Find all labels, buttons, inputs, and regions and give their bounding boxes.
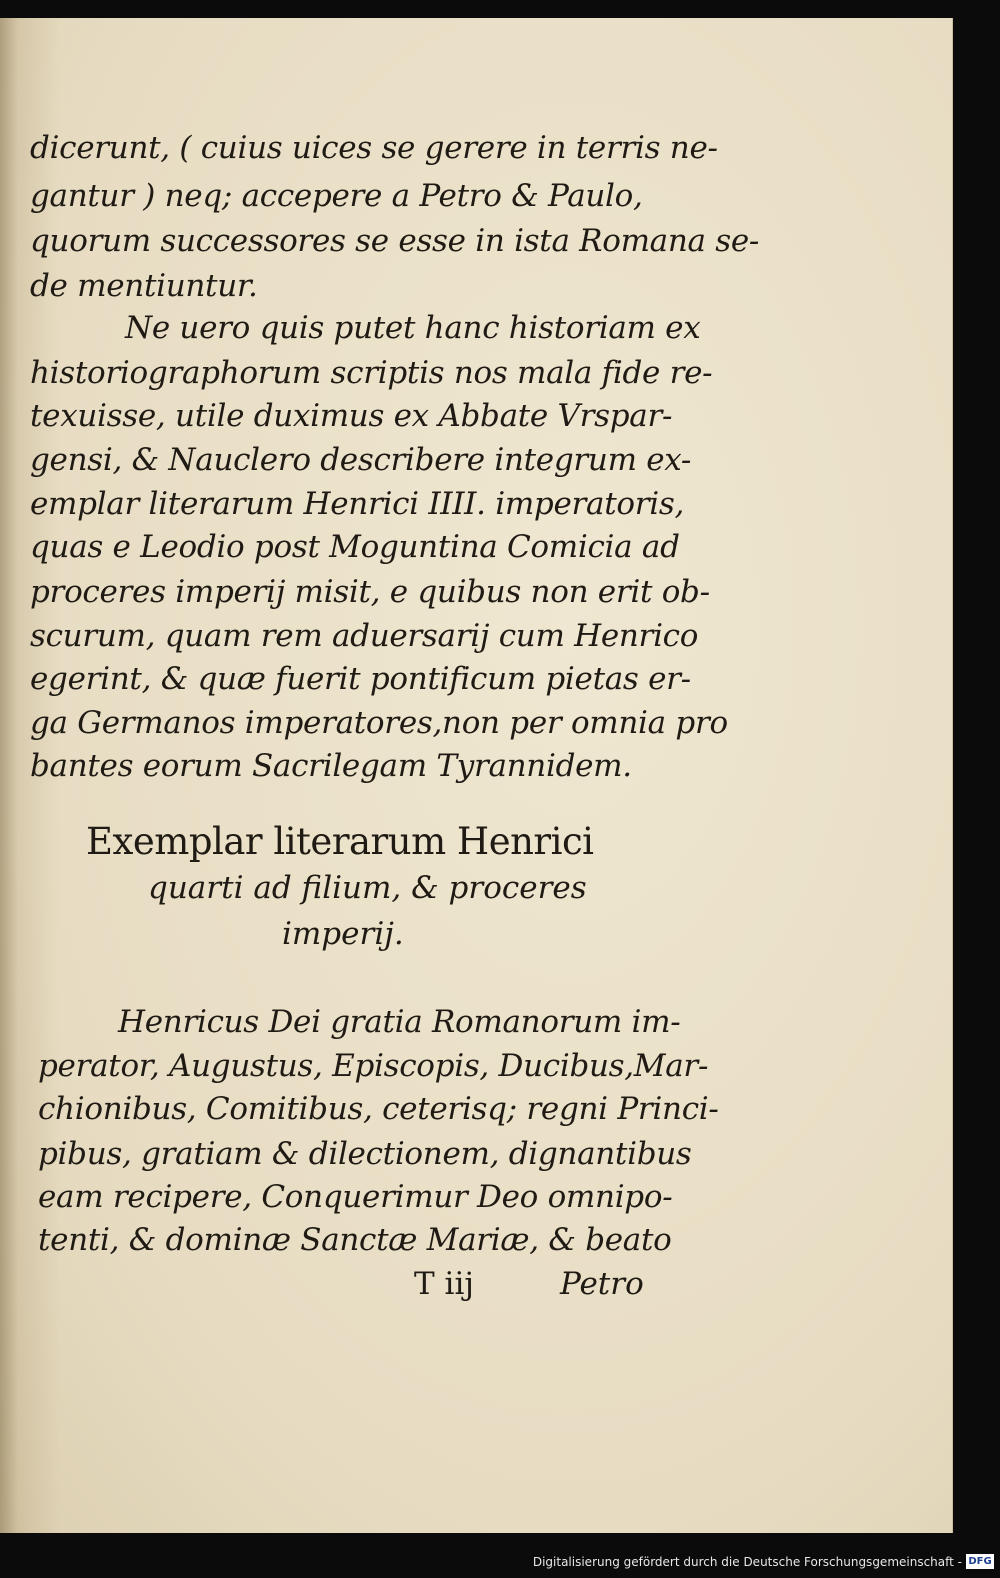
footer-bar [0, 1551, 1000, 1578]
text-line: gantur ) neq; accepere a Petro & Paulo, [30, 178, 643, 214]
text-line: quorum successores se esse in ista Romana se- [30, 223, 760, 259]
section-heading-subtitle: imperij. [282, 916, 404, 952]
section-heading: Exemplar literarum Henrici [86, 820, 594, 863]
text-line: historiographorum scriptis nos mala fide re- [30, 355, 713, 391]
text-line: emplar literarum Henrici IIII. imperatoris, [30, 486, 685, 522]
catchword: Petro [560, 1266, 644, 1302]
text-line: scurum, quam rem aduersarij cum Henrico [30, 618, 699, 654]
letter-line: pibus, gratiam & dilectionem, dignantibus [38, 1136, 692, 1172]
text-line: ga Germanos imperatores,non per omnia pro [30, 705, 728, 741]
letter-line: perator, Augustus, Episcopis, Ducibus,Mar- [38, 1048, 709, 1084]
letter-line: eam recipere, Conquerimur Deo omnipo- [38, 1179, 673, 1215]
letter-line: chionibus, Comitibus, ceterisq; regni Princi- [38, 1091, 719, 1127]
funding-credit: Digitalisierung gefördert durch die Deutsche Forschungsgemeinschaft - [532, 1555, 962, 1569]
section-heading-subtitle: quarti ad filium, & proceres [148, 870, 587, 906]
text-line: egerint, & quæ fuerit pontificum pietas er- [30, 661, 691, 697]
text-line: texuisse, utile duximus ex Abbate Vrspar- [30, 398, 673, 434]
text-line: dicerunt, ( cuius uices se gerere in terris ne- [30, 130, 718, 166]
letter-line: Henricus Dei gratia Romanorum im- [118, 1004, 681, 1040]
letter-line: tenti, & dominæ Sanctæ Mariæ, & beato [38, 1222, 672, 1258]
text-line: gensi, & Nauclero describere integrum ex- [30, 442, 692, 478]
dfg-logo: DFG [966, 1554, 994, 1569]
text-line: de mentiuntur. [30, 268, 258, 304]
signature-mark: T iij [414, 1266, 474, 1302]
text-line: bantes eorum Sacrilegam Tyrannidem. [30, 748, 632, 784]
book-page [0, 18, 953, 1533]
text-line: quas e Leodio post Moguntina Comicia ad [30, 529, 680, 565]
text-line: proceres imperij misit, e quibus non erit ob- [30, 574, 710, 610]
text-line: Ne uero quis putet hanc historiam ex [125, 310, 701, 346]
